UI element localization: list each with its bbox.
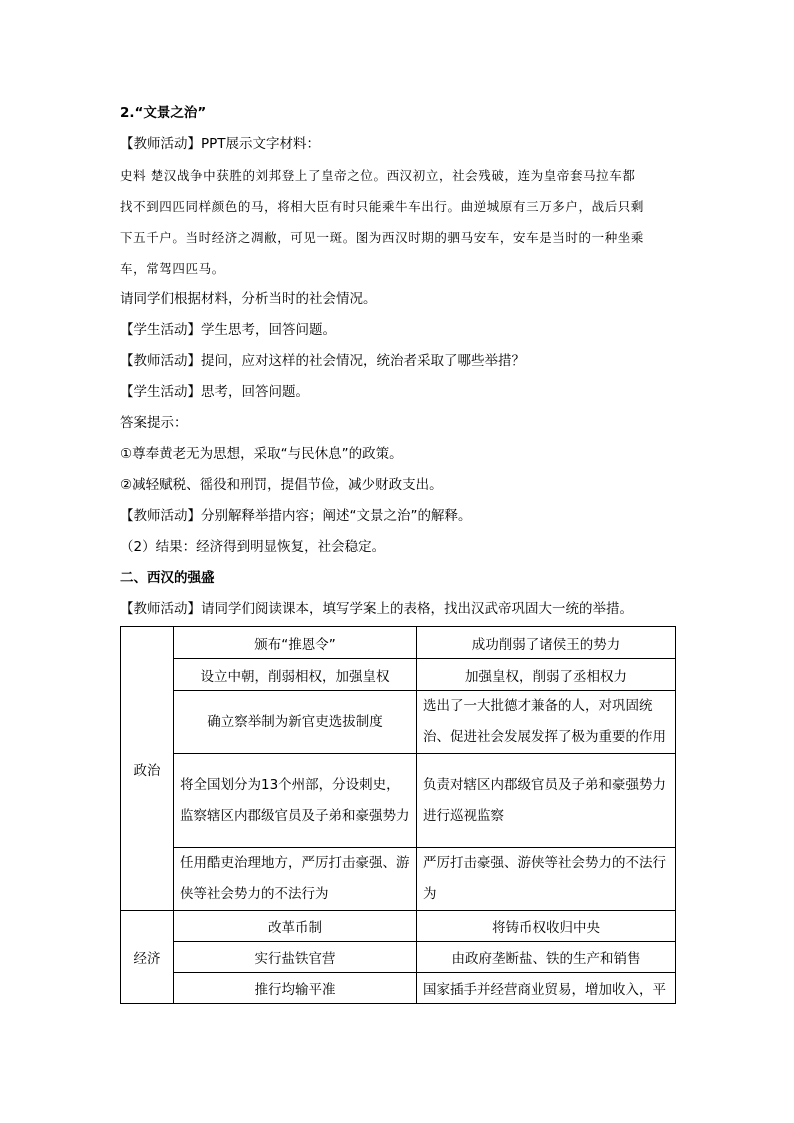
effect-text: 负责对辖区内郡级官员及子弟和豪强势力进行巡视监察 bbox=[423, 776, 666, 824]
student-activity-1 bbox=[120, 315, 680, 346]
measure-cell: 推行均输平准 bbox=[174, 973, 417, 1004]
effect-cell bbox=[417, 691, 676, 754]
teacher-activity-tag: 【教师活动】 bbox=[120, 508, 201, 524]
section-heading-wenjing: 2.“文景之治” bbox=[120, 105, 207, 121]
teacher-activity-ppt bbox=[120, 129, 680, 160]
source-line: 史料 楚汉战争中获胜的刘邦登上了皇帝之位。西汉初立，社会残破，连为皇帝套马拉车都 bbox=[120, 168, 636, 183]
teacher-question-text: 提问，应对这样的社会情况，统治者采取了哪些举措？ bbox=[201, 353, 525, 369]
student-answer-text: 思考，回答问题。 bbox=[201, 384, 309, 400]
measure-cell: 颁布“推恩令” bbox=[174, 627, 417, 659]
teacher-activity-table-task bbox=[120, 594, 680, 625]
measure-text: 确立察举制为新官吏选拔制度 bbox=[207, 713, 383, 730]
effect-cell: 国家插手并经营商业贸易，增加收入，平 bbox=[417, 973, 676, 1004]
effect-text: 选出了一大批德才兼备的人，对巩固统治、促进社会发展发挥了极为重要的作用 bbox=[423, 698, 666, 745]
effect-cell: 由政府垄断盐、铁的生产和销售 bbox=[417, 942, 676, 973]
effect-cell: 将铸币权收归中央 bbox=[417, 911, 676, 942]
table-row bbox=[121, 691, 676, 754]
ppt-intro-text: PPT展示文字材料： bbox=[201, 136, 321, 152]
teacher-activity-tag: 【教师活动】 bbox=[120, 136, 201, 152]
teacher-activity-explain bbox=[120, 501, 680, 532]
table-row bbox=[121, 754, 676, 848]
student-activity-tag: 【学生活动】 bbox=[120, 384, 201, 400]
teacher-explain-text: 分别解释举措内容；阐述“文景之治”的解释。 bbox=[201, 508, 472, 524]
section-heading-western-han: 二、西汉的强盛 bbox=[120, 570, 215, 586]
student-answer-text: 学生思考，回答问题。 bbox=[201, 322, 336, 338]
table-row bbox=[121, 942, 676, 973]
measure-cell bbox=[174, 754, 417, 848]
teacher-activity-tag: 【教师活动】 bbox=[120, 601, 201, 617]
measure-text: 将全国划分为13个州部，分设刺史，监察辖区内郡级官员及子弟和豪强势力 bbox=[180, 776, 410, 824]
teacher-activity-tag: 【教师活动】 bbox=[120, 353, 201, 369]
analysis-prompt: 请同学们根据材料，分析当时的社会情况。 bbox=[120, 291, 377, 307]
measure-cell bbox=[174, 691, 417, 754]
table-row bbox=[121, 973, 676, 1004]
measure-text: 任用酷吏治理地方，严厉打击豪强、游侠等社会势力的不法行为 bbox=[180, 855, 410, 902]
measure-cell: 实行盐铁官营 bbox=[174, 942, 417, 973]
historical-source-passage bbox=[120, 160, 680, 284]
effect-cell bbox=[417, 848, 676, 911]
source-line: 车，常驾四匹马。 bbox=[120, 261, 225, 276]
wudi-measures-table bbox=[120, 626, 676, 1004]
effect-cell: 成功削弱了诸侯王的势力 bbox=[417, 627, 676, 659]
source-line: 找不到四匹同样颜色的马，将相大臣有时只能乘牛车出行。曲逆城原有三万多户，战后只剩 bbox=[120, 199, 645, 214]
category-politics: 政治 bbox=[121, 627, 174, 911]
student-activity-2 bbox=[120, 377, 680, 408]
answer-hint-1: ①尊奉黄老无为思想，采取“与民休息”的政策。 bbox=[120, 446, 403, 462]
table-row bbox=[121, 848, 676, 911]
teacher-task-text: 请同学们阅读课本，填写学案上的表格，找出汉武帝巩固大一统的举措。 bbox=[201, 601, 633, 617]
answer-hint-label: 答案提示： bbox=[120, 415, 188, 431]
effect-cell bbox=[417, 754, 676, 848]
teacher-activity-question bbox=[120, 346, 680, 377]
effect-cell: 加强皇权，削弱了丞相权力 bbox=[417, 659, 676, 691]
table-row bbox=[121, 659, 676, 691]
measure-cell bbox=[174, 848, 417, 911]
effect-text: 严厉打击豪强、游侠等社会势力的不法行为 bbox=[423, 855, 666, 902]
source-line: 下五千户。当时经济之凋敝，可见一斑。图为西汉时期的驷马安车，安车是当时的一种坐乘 bbox=[120, 230, 645, 245]
measure-cell: 设立中朝，削弱相权，加强皇权 bbox=[174, 659, 417, 691]
table-row bbox=[121, 627, 676, 659]
measure-cell: 改革币制 bbox=[174, 911, 417, 942]
answer-hint-2: ②减轻赋税、徭役和刑罚，提倡节俭，减少财政支出。 bbox=[120, 477, 443, 493]
document-body bbox=[120, 98, 680, 625]
student-activity-tag: 【学生活动】 bbox=[120, 322, 201, 338]
table-row bbox=[121, 911, 676, 942]
category-economy: 经济 bbox=[121, 911, 174, 1004]
result-statement: （2）结果：经济得到明显恢复，社会稳定。 bbox=[120, 539, 386, 555]
